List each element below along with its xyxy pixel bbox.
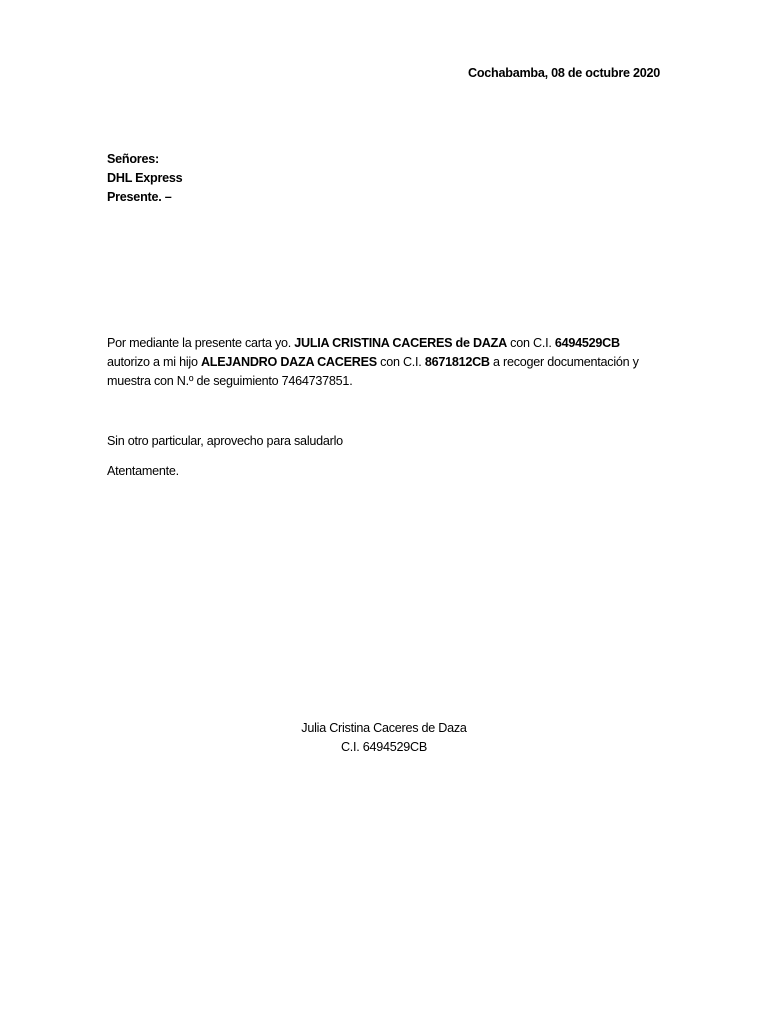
closing-line: Sin otro particular, aprovecho para saludarlo: [107, 434, 343, 448]
body-text-4: con C.I.: [376, 355, 425, 369]
authorizer-name: JULIA CRISTINA CACERES de DAZA: [294, 336, 507, 350]
authorizer-id: 6494529CB: [554, 336, 620, 350]
recipient-block: [107, 150, 182, 207]
date-line: Cochabamba, 08 de octubre 2020: [468, 66, 660, 80]
body-text-2: con C.I.: [506, 336, 555, 350]
presente-line: Presente. –: [107, 190, 172, 204]
letter-body: [107, 334, 663, 391]
body-text-1: Por mediante la presente carta yo.: [107, 336, 295, 350]
authorized-id: 8671812CB: [424, 355, 490, 369]
salutation: Señores:: [107, 152, 159, 166]
signer-id: C.I. 6494529CB: [340, 740, 428, 754]
authorized-name: ALEJANDRO DAZA CACERES: [200, 355, 377, 369]
body-text-3: autorizo a mi hijo: [107, 355, 201, 369]
signer-name: Julia Cristina Caceres de Daza: [301, 721, 467, 735]
body-text-5: a recoger documentación y muestra con N.º de seguimiento 7464737851.: [107, 355, 639, 388]
company-name: DHL Express: [107, 171, 183, 185]
signature-block: [0, 719, 768, 757]
farewell-line: Atentamente.: [107, 464, 179, 478]
